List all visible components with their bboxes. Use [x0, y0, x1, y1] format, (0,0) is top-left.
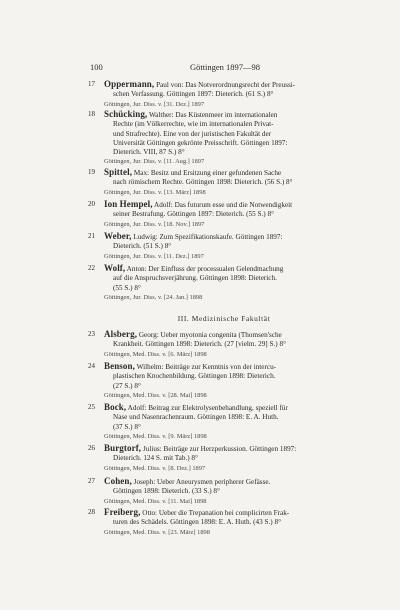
entry-dissertation-note: Göttingen, Jur. Diss. v. [31. Dez.] 1897	[104, 100, 205, 108]
section-heading: III. Medizinische Fakultät	[177, 314, 271, 323]
entry-number: 22	[88, 264, 95, 272]
entry-author: Burgtorf,	[104, 444, 142, 453]
entry-number: 25	[88, 403, 95, 411]
entry-text-line: (27 S.) 8°	[113, 381, 141, 390]
entry-text-line: Nase und Nasenrachenraum. Göttingen 1898: E. A. Huth.	[113, 413, 279, 422]
bibliography-entry	[88, 232, 360, 261]
bibliography-entry	[88, 168, 360, 197]
bibliography-entry	[88, 264, 360, 302]
entry-text-line: Ludwig: Zum Spezifikationskaufe. Göttingen 1897:	[133, 233, 283, 241]
entry-text-line: Max: Besitz und Ersitzung einer gefundenen Sache	[133, 169, 282, 177]
running-title: Göttingen 1897—98	[189, 62, 261, 72]
entry-text-line: nach römischem Rechte. Göttingen 1898: Dieterich. (56 S.) 8°	[113, 178, 293, 187]
entry-text-line: und Strafrechte). Eine von der juristischen Fakultät der	[113, 129, 272, 138]
entry-dissertation-note: Göttingen, Med. Diss. v. [28. Mai] 1898	[104, 391, 207, 399]
entry-text-line: Walther: Das Küstenmeer im internationalen	[148, 111, 278, 119]
entry-number: 24	[88, 362, 95, 370]
entry-dissertation-note: Göttingen, Med. Diss. v. [23. März] 1898	[104, 528, 210, 536]
bibliography-entry	[88, 110, 360, 167]
entry-dissertation-note: Göttingen, Jur. Diss. v. [18. Nov.] 1897	[104, 220, 205, 228]
bibliography-entry	[88, 403, 360, 441]
entry-author: Ion Hempel,	[104, 200, 153, 209]
entry-text-line: seiner Bestrafung. Göttingen 1897: Dieterich. (55 S.) 8°	[113, 210, 274, 219]
entry-text-line: Joseph: Ueber Aneurysmen peripherer Gefässe.	[133, 478, 271, 486]
entry-author: Alsberg,	[104, 330, 138, 339]
entry-author: Benson,	[104, 362, 135, 371]
entry-text-line: Paul von: Das Notverordnungsrecht der Preussi-	[156, 81, 296, 89]
entry-dissertation-note: Göttingen, Med. Diss. v. [6. März] 1898	[104, 350, 207, 358]
entry-text-line: turen des Schädels. Göttingen 1898: E. A. Huth. (43 S.) 8°	[113, 518, 281, 527]
entry-dissertation-note: Göttingen, Med. Diss. v. [11. Mai] 1898	[104, 497, 207, 505]
entry-text-line: Dieterich. 124 S. mit Tab.) 8°	[113, 454, 198, 463]
entry-text-line: Georg: Ueber myotonia congenita (Thomsen'sche	[138, 331, 282, 339]
entry-text-line: Adolf: Das futurum esse und die Notwendigkeit	[154, 201, 293, 209]
entry-number: 21	[88, 232, 95, 240]
entry-author: Schücking,	[104, 110, 148, 119]
entry-dissertation-note: Göttingen, Med. Diss. v. [9. März] 1898	[104, 432, 207, 440]
entry-dissertation-note: Göttingen, Jur. Diss. v. [24. Jan.] 1898	[104, 293, 203, 301]
entry-author: Oppermann,	[104, 80, 155, 89]
entry-dissertation-note: Göttingen, Jur. Diss. v. [11. Aug.] 1897	[104, 158, 205, 166]
entry-text-line: (37 S.) 8°	[113, 422, 141, 431]
entry-text-line: schen Verfassung. Göttingen 1897: Dieterich. (61 S.) 8°	[113, 90, 274, 99]
entry-text-line: Universität Göttingen gekrönte Preisschrift. Göttingen 1897:	[113, 138, 288, 147]
entry-author: Weber,	[104, 232, 132, 241]
entry-number: 26	[88, 444, 95, 452]
entry-dissertation-note: Göttingen, Jur. Diss. v. [11. Dez.] 1897	[104, 252, 204, 260]
entry-text-line: auf die Anspruchsverjährung. Göttingen 1898: Dieterich.	[113, 274, 277, 283]
entry-number: 18	[88, 110, 95, 118]
page-number: 100	[90, 62, 103, 72]
entry-author: Freiberg,	[104, 508, 141, 517]
entry-number: 19	[88, 168, 95, 176]
entry-text-line: Adolf: Beitrag zur Elektrolysenbehandlung, speziell für	[127, 404, 288, 412]
bibliography-entry	[88, 477, 360, 506]
page-header	[90, 61, 360, 73]
entry-dissertation-note: Göttingen, Med. Diss. v. [8. Dez.] 1897	[104, 464, 206, 472]
entry-text-line: plastischen Knochenbildung. Göttingen 1898: Dieterich.	[113, 372, 276, 381]
bibliography-entry	[88, 444, 360, 473]
entry-text-line: Dieterich. (51 S.) 8°	[113, 242, 172, 251]
entry-text-line: Rechte (im Völkerrechte, wie im internationalen Privat-	[113, 120, 274, 129]
entry-dissertation-note: Göttingen, Jur. Diss. v. [13. März] 1898	[104, 188, 206, 196]
bibliography-entry	[88, 362, 360, 400]
entry-number: 27	[88, 477, 95, 485]
entry-text-line: Göttingen 1898: Dieterich. (33 S.) 8°	[113, 487, 220, 496]
bibliography-entry	[88, 200, 360, 229]
entry-text-line: Otto: Ueber die Trepanation bei complicirten Frak-	[142, 509, 290, 517]
bibliography-entry	[88, 508, 360, 537]
entry-text-line: Wilhelm: Beiträge zur Kenntnis von der intercu-	[136, 363, 277, 371]
entry-author: Wolf,	[104, 264, 126, 273]
entry-author: Cohen,	[104, 477, 132, 486]
bibliography-entry	[88, 330, 360, 359]
entry-text-line: Krankheit. Göttingen 1898: Dieterich. (27 [vielm. 29] S.) 8°	[113, 340, 286, 349]
entry-text-line: Julius: Beiträge zur Herzperkussion. Göttingen 1897:	[142, 445, 297, 453]
entry-text-line: Anton: Der Einfluss der processualen Gelendmachung	[126, 265, 284, 273]
entry-author: Bock,	[104, 403, 127, 412]
bibliography-entry	[88, 80, 360, 109]
entry-number: 28	[88, 508, 95, 516]
entry-number: 20	[88, 200, 95, 208]
entry-text-line: Dieterich. VIII, 87 S.) 8°	[113, 148, 185, 157]
entry-text-line: (55 S.) 8°	[113, 283, 141, 292]
entry-number: 23	[88, 330, 95, 338]
entry-number: 17	[88, 80, 95, 88]
entry-author: Spittel,	[104, 168, 133, 177]
